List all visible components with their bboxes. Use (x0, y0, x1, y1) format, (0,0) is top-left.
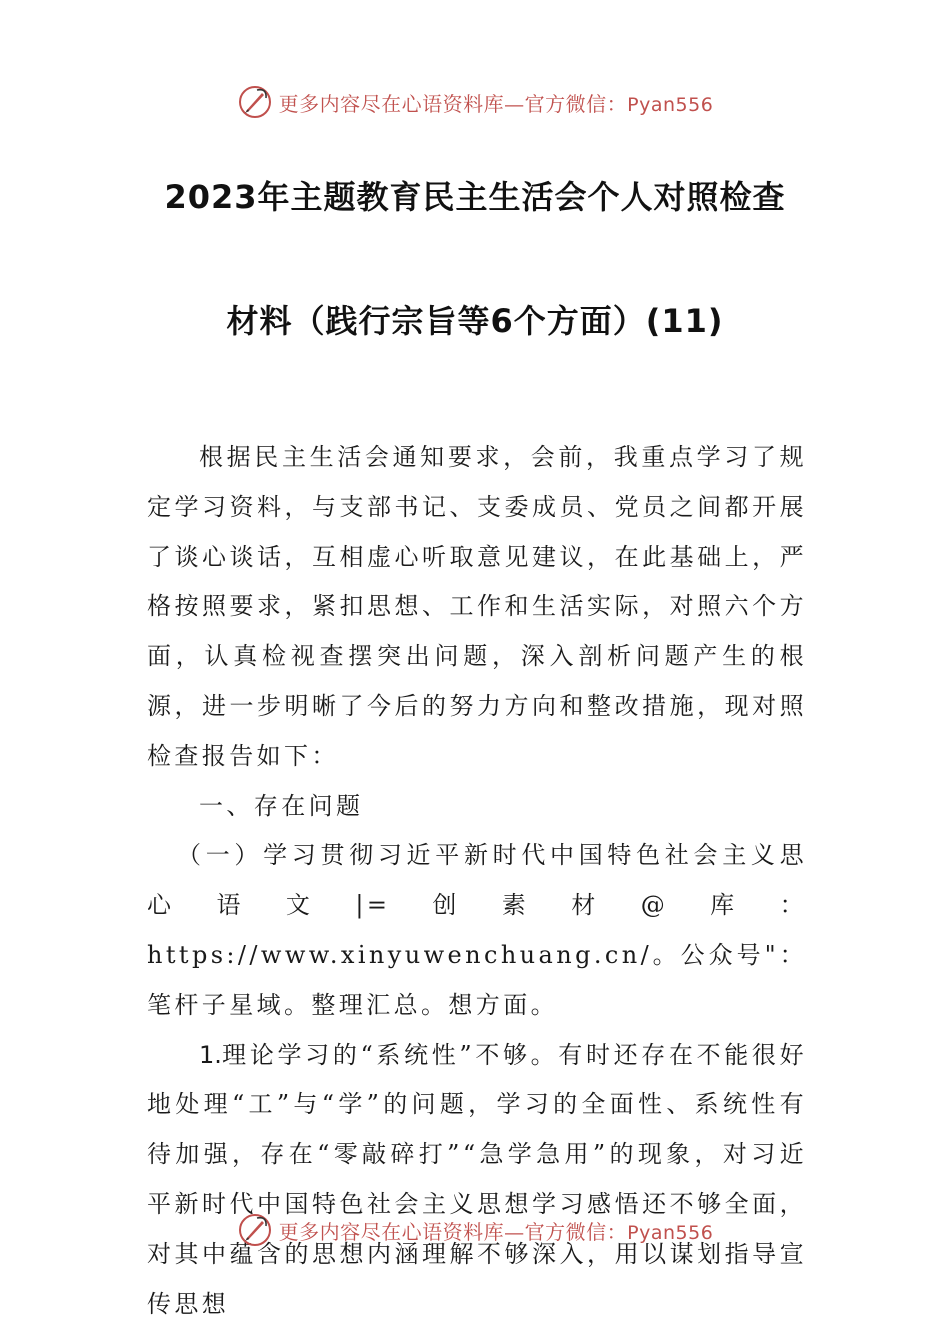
watermark-wechat-id: Pyan556 (627, 93, 714, 116)
watermark-wechat-id: Pyan556 (627, 1221, 714, 1244)
watermark-text: 更多内容尽在心语资料库—官方微信：Pyan556 (278, 91, 714, 116)
document-title-line2: 材料（践行宗旨等6个方面）(11) (226, 302, 724, 340)
subsection-heading: （一）学习贯彻习近平新时代中国特色社会主义思心语文|=创素材@库：https://www.xinyuwenchuang.cn/。公众号"：笔杆子星域。整理汇总。想方面。 (147, 841, 807, 1019)
quill-pen-icon (237, 1212, 273, 1248)
intro-paragraph: 根据民主生活会通知要求，会前，我重点学习了规定学习资料，与支部书记、支委成员、党员之间都开展了谈心谈话，互相虚心听取意见建议，在此基础上，严格按照要求，紧扣思想、工作和生活实际，对照六个方面，认真检视查摆突出问题，深入剖析问题产生的根源，进一步明晰了今后的努力方向和整改措施，现对照检查报告如下： (147, 443, 807, 770)
point-text: 理论学习的“系统性”不够。有时还存在不能很好地处理“工”与“学”的问题，学习的全面性、系统性有待加强，存在“零敲碎打”“急学急用”的现象，对习近平新时代中国特色社会主义思想学习感悟还不够全面，对其中蕴含的思想内涵理解不够深入，用以谋划指导宣传思想 (147, 1040, 807, 1318)
point-number: 1. (199, 1040, 222, 1069)
section-heading: 一、存在问题 (199, 791, 364, 820)
document-title-line1: 2023年主题教育民主生活会个人对照检查 (164, 178, 786, 216)
watermark-text: 更多内容尽在心语资料库—官方微信：Pyan556 (278, 1219, 714, 1244)
point-paragraph (147, 1031, 807, 1330)
document-body (147, 433, 807, 1329)
watermark-footer (0, 1210, 950, 1250)
quill-pen-icon (237, 84, 273, 120)
watermark-header (0, 82, 950, 122)
